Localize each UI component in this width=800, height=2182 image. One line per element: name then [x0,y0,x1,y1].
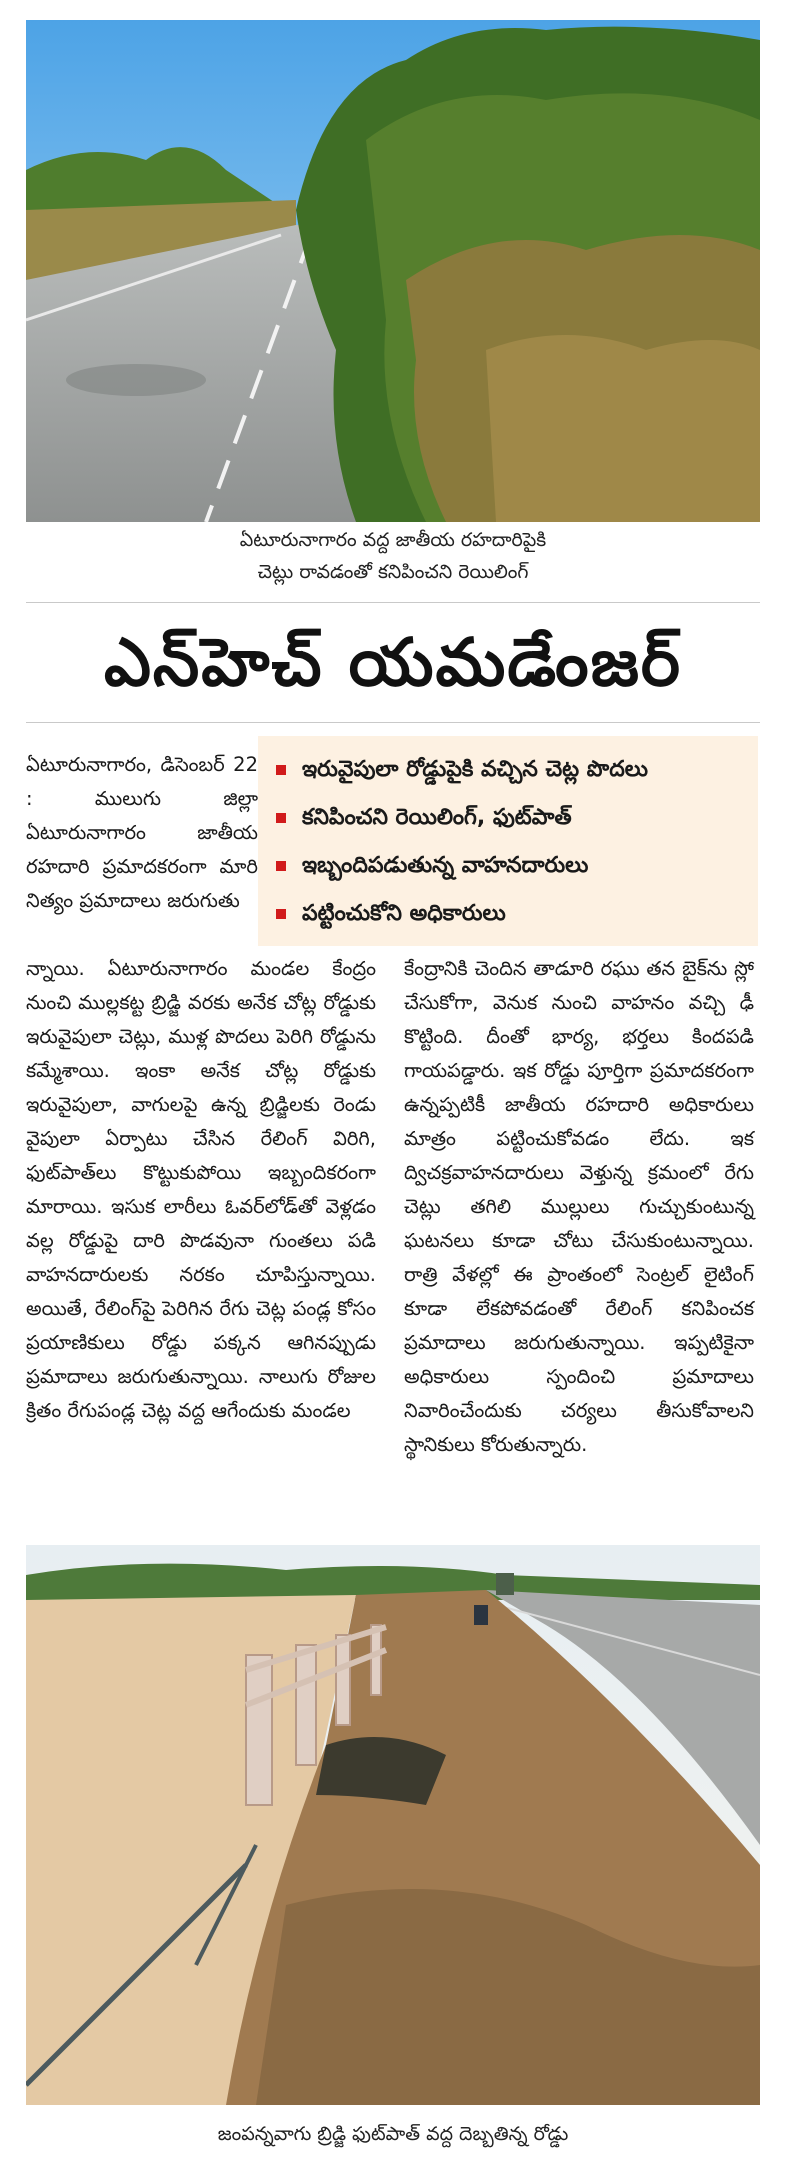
highlights-box [258,736,758,946]
divider [26,722,760,723]
bullet-square-icon [276,861,286,871]
dateline-paragraph: ఏటూరునాగారం, డిసెంబర్ 22 : ములుగు జిల్లా ఏటూరునాగారం జాతీయ రహదారి ప్రమాదకరంగా మారి నిత్యం ప్రమాదాలు జరుగుతు [26,753,258,912]
highlight-text: ఇరువైపులా రోడ్డుపైకి వచ్చిన చెట్ల పొదలు [302,757,648,782]
divider [26,602,760,603]
highlight-item [276,794,740,842]
body-column-right: కేంద్రానికి చెందిన తాడూరి రఘు తన బైక్‌ను స్లో చేసుకోగా, వెనుక నుంచి వాహనం వచ్చి ఢీ కొట్టింది. దీంతో భార్య, భర్తలు కిందపడి గాయపడ్డారు. ఇక రోడ్డు పూర్తిగా ప్రమాదకరంగా ఉన్నప్పటికీ జాతీయ రహదారి అధికారులు మాత్రం పట్టించుకోవడం లేదు. ఇక ద్విచక్రవాహనదారులు వెళ్తున్న క్రమంలో రేగు చెట్లు తగిలి ముల్లులు గుచ్చుకుంటున్న ఘటనలు కూడా చోటు చేసుకుంటున్నాయి. రాత్రి వేళల్లో ఈ ప్రాంతంలో సెంట్రల్ లైటింగ్ కూడా లేకపోవడంతో రేలింగ్ కనిపించక ప్రమాదాలు జరుగుతున్నాయి. ఇప్పటికైనా అధికారులు స్పందించి ప్రమాదాలు నివారించేందుకు చర్యలు తీసుకోవాలని స్థానికులు కోరుతున్నారు. [404,957,754,1456]
bullet-square-icon [276,765,286,775]
top-photo-caption [26,524,760,588]
highlight-item [276,890,740,938]
photo-highway-overgrown-shrubs [26,20,760,522]
photo-damaged-road-bridge [26,1545,760,2105]
highlight-text: పట్టించుకోని అధికారులు [302,901,506,926]
top-photo-caption-line1: ఏటూరునాగారం వద్ద జాతీయ రహదారిపైకి [239,529,547,551]
highlight-text: ఇబ్బందిపడుతున్న వాహనదారులు [302,853,589,878]
bullet-square-icon [276,909,286,919]
top-photo-caption-line2: చెట్లు రావడంతో కనిపించని రెయిలింగ్ [257,561,529,583]
highlight-text: కనిపించని రెయిలింగ్, ఫుట్‌పాత్ [302,805,572,830]
headline: ఎన్‌హెచ్ యమడేంజర్ [104,624,682,701]
highlight-item [276,842,740,890]
bottom-photo-caption: జంపన్నవాగు బ్రిడ్జి ఫుట్‌పాత్ వద్ద దెబ్బతిన్న రోడ్డు [217,2123,569,2145]
highlight-item [276,746,740,794]
bullet-square-icon [276,813,286,823]
body-column-left: న్నాయి. ఏటూరునాగారం మండల కేంద్రం నుంచి ముల్లకట్ట బ్రిడ్జి వరకు అనేక చోట్ల రోడ్డుకు ఇరువైపులా చెట్లు, ముళ్ల పొదలు పెరిగి రోడ్డును కమ్మేశాయి. ఇంకా అనేక చోట్ల రోడ్డుకు ఇరువైపులా, వాగులపై ఉన్న బ్రిడ్జిలకు రెండు వైపులా ఏర్పాటు చేసిన రేలింగ్ విరిగి, ఫుట్‌పాత్‌లు కొట్టుకుపోయి ఇబ్బందికరంగా మారాయి. ఇసుక లారీలు ఓవర్‌లోడ్‌తో వెళ్లడం వల్ల రోడ్డుపై దారి పొడవునా గుంతలు పడి వాహనదారులకు నరకం చూపిస్తున్నాయి. అయితే, రేలింగ్‌పై పెరిగిన రేగు చెట్ల పండ్ల కోసం ప్రయాణికులు రోడ్డు పక్కన ఆగినప్పుడు ప్రమాదాలు జరుగుతున్నాయి. నాలుగు రోజుల క్రితం రేగుపండ్ల చెట్ల వద్ద ఆగేందుకు మండల [26,957,376,1422]
